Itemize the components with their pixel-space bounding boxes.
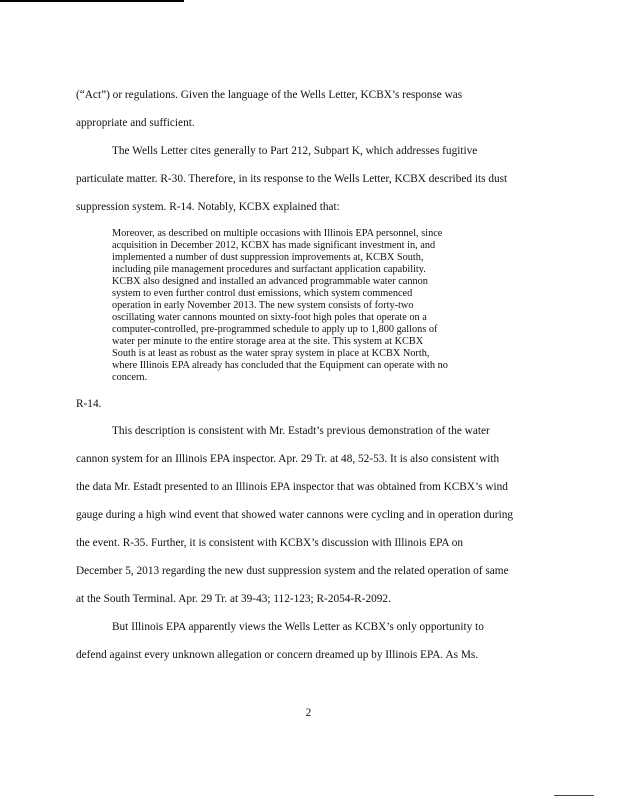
paragraph-3-line-4: gauge during a high wind event that showed water cannons were cycling and in operation during (76, 509, 513, 521)
header-rule (0, 0, 184, 2)
paragraph-1-line-1: (“Act”) or regulations. Given the language of the Wells Letter, KCBX’s response was (76, 89, 463, 101)
quote-line: computer-controlled, pre-programmed schedule to apply up to 1,800 gallons of (112, 324, 438, 335)
paragraph-2-line-3: suppression system. R-14. Notably, KCBX explained that: (76, 201, 340, 213)
paragraph-3-line-3: the data Mr. Estadt presented to an Illinois EPA inspector that was obtained from KCBX’s wind (76, 481, 508, 493)
quote-line: Moreover, as described on multiple occasions with Illinois EPA personnel, since (112, 228, 443, 239)
paragraph-4-line-2: defend against every unknown allegation or concern dreamed up by Illinois EPA. As Ms. (76, 649, 479, 661)
quote-line: water per minute to the entire storage area at the site. This system at KCBX (112, 336, 424, 347)
quote-line: acquisition in December 2012, KCBX has made significant investment in, and (112, 240, 436, 251)
quote-line: oscillating water cannons mounted on sixty-foot high poles that operate on a (112, 312, 427, 323)
quote-line: implemented a number of dust suppression improvements at, KCBX South, (112, 252, 424, 263)
paragraph-1-line-2: appropriate and sufficient. (76, 117, 195, 129)
quote-citation: R-14. (76, 398, 102, 410)
paragraph-4-line-1: But Illinois EPA apparently views the Wells Letter as KCBX’s only opportunity to (112, 621, 484, 633)
quote-line: South is at least as robust as the water spray system in place at KCBX North, (112, 348, 430, 359)
quote-line: where Illinois EPA already has concluded that the Equipment can operate with no (112, 360, 448, 371)
paragraph-3-line-7: at the South Terminal. Apr. 29 Tr. at 39-43; 112-123; R-2054-R-2092. (76, 593, 391, 605)
paragraph-3-line-2: cannon system for an Illinois EPA inspector. Apr. 29 Tr. at 48, 52-53. It is also consistent with (76, 453, 500, 465)
quote-line: concern. (112, 372, 148, 383)
paragraph-2-line-1: The Wells Letter cites generally to Part 212, Subpart K, which addresses fugitive (112, 145, 478, 157)
scan-edge-mark (554, 795, 594, 796)
page-number: 2 (305, 707, 312, 719)
paragraph-3-line-6: December 5, 2013 regarding the new dust suppression system and the related operation of same (76, 565, 509, 577)
paragraph-3-line-5: the event. R-35. Further, it is consistent with KCBX’s discussion with Illinois EPA on (76, 537, 463, 549)
quote-line: including pile management procedures and surfactant application capability. (112, 264, 426, 275)
quote-line: system to even further control dust emissions, which system commenced (112, 288, 413, 299)
quote-line: operation in early November 2013. The new system consists of forty-two (112, 300, 414, 311)
paragraph-3-line-1: This description is consistent with Mr. Estadt’s previous demonstration of the water (112, 425, 490, 437)
paragraph-2-line-2: particulate matter. R-30. Therefore, in its response to the Wells Letter, KCBX described its dust (76, 173, 508, 185)
quote-line: KCBX also designed and installed an advanced programmable water cannon (112, 276, 428, 287)
